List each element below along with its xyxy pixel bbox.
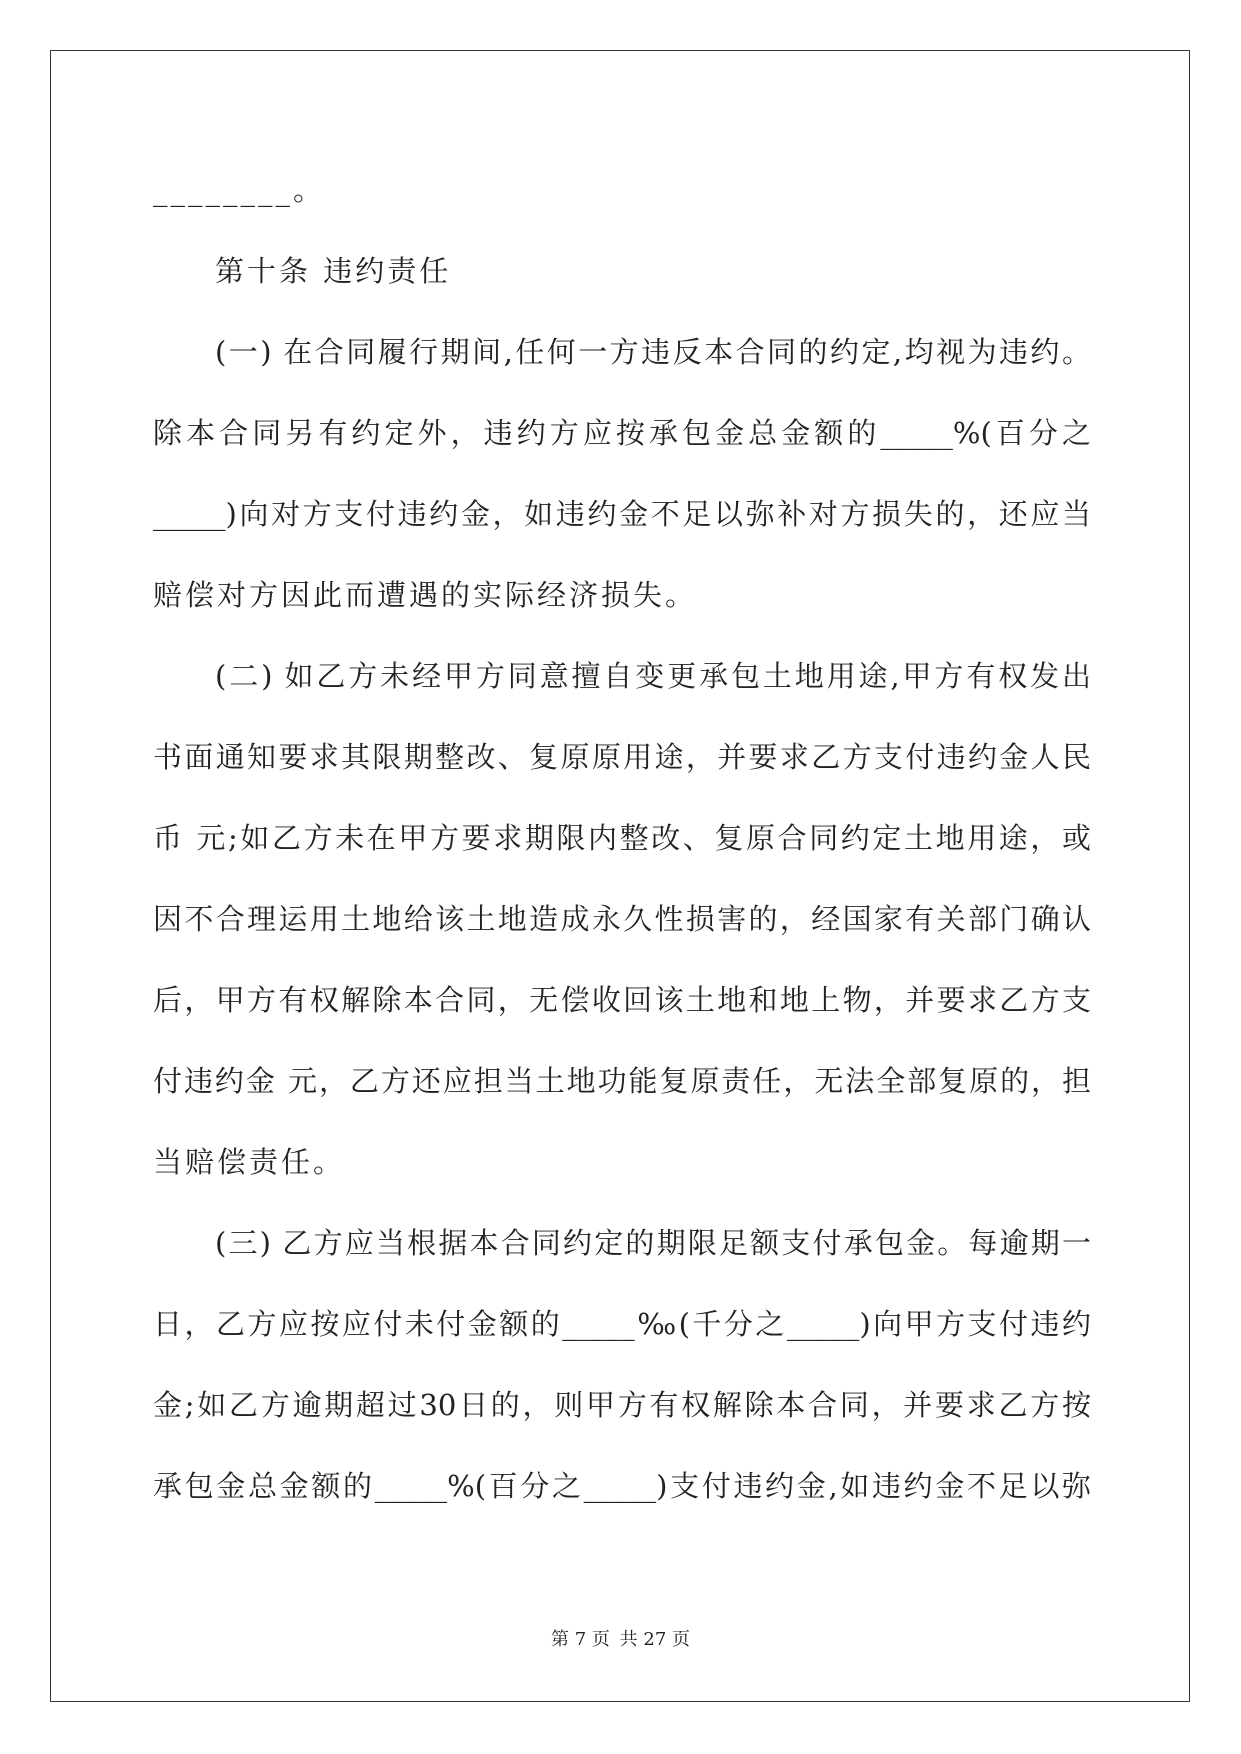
text-line: ________。 [153, 173, 326, 207]
total-page-count: 共 27 页 [619, 1629, 690, 1650]
text-line: (三) 乙方应当根据本合同约定的期限足额支付承包金。每逾期一 [215, 1226, 1091, 1260]
text-line: 币 元;如乙方未在甲方要求期限内整改、复原合同约定土地用途，或 [153, 821, 1091, 855]
text-line: 后，甲方有权解除本合同，无偿收回该土地和地上物，并要求乙方支 [153, 983, 1091, 1017]
text-line: 书面通知要求其限期整改、复原原用途，并要求乙方支付违约金人民 [153, 740, 1091, 774]
text-line: 赔偿对方因此而遭遇的实际经济损失。 [153, 578, 698, 612]
text-line: 日，乙方应按应付未付金额的_____‰(千分之_____)向甲方支付违约 [153, 1307, 1091, 1341]
text-line: 除本合同另有约定外，违约方应按承包金总金额的_____%(百分之 [153, 416, 1091, 450]
text-line: 付违约金 元，乙方还应担当土地功能复原责任，无法全部复原的，担 [153, 1064, 1091, 1098]
text-line: (二) 如乙方未经甲方同意擅自变更承包土地用途,甲方有权发出 [215, 659, 1091, 693]
text-line: 因不合理运用土地给该土地造成永久性损害的，经国家有关部门确认 [153, 902, 1091, 936]
text-line: 当赔偿责任。 [153, 1145, 346, 1179]
text-line: _____)向对方支付违约金，如违约金不足以弥补对方损失的，还应当 [153, 497, 1091, 531]
text-line: 金;如乙方逾期超过30日的，则甲方有权解除本合同，并要求乙方按 [153, 1388, 1091, 1422]
document-body [153, 150, 1091, 1527]
text-line: (一) 在合同履行期间,任何一方违反本合同的约定,均视为违约。 [215, 335, 1091, 369]
current-page-number: 第 7 页 [551, 1629, 610, 1650]
text-line: 承包金总金额的_____%(百分之_____)支付违约金,如违约金不足以弥 [153, 1469, 1091, 1503]
page-footer [0, 1625, 1241, 1651]
section-heading: 第十条 违约责任 [215, 254, 452, 288]
